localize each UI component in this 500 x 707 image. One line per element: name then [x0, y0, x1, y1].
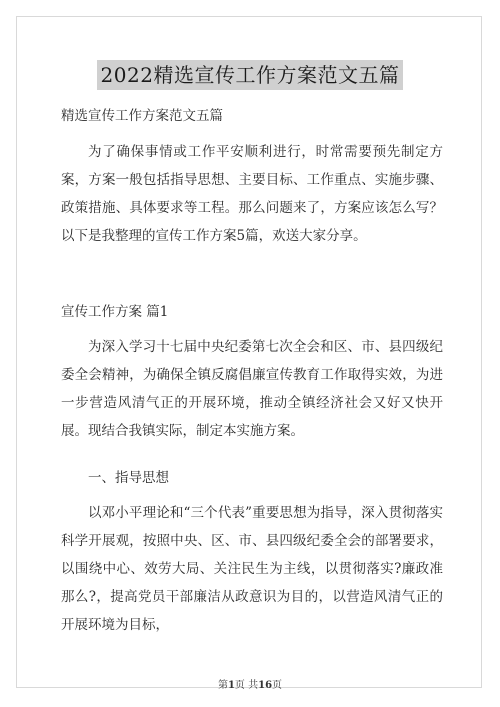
section-paragraph: 为深入学习十七届中央纪委第七次全会和区、市、县四级纪委全会精神，为确保全镇反腐倡廉宣传教育工作取得实效，为进一步营造风清气正的开展环境，推动全镇经济社会又好又快开展。现结合我镇实际，制定本实施方案。 — [61, 339, 443, 439]
heading-guiding-ideology: 一、指导思想 — [88, 470, 169, 486]
guiding-ideology-paragraph: 以邓小平理论和“三个代表”重要思想为指导，深入贯彻落实科学开展观，按照中央、区、市、县四级纪委全会的部署要求，以围绕中心、效劳大局、关注民生为主线，以贯彻落实?廉政准那么?，提高党员干部廉洁从政意识为目的，以营造风清气正的开展环境为目标， — [61, 505, 443, 633]
intro-paragraph: 为了确保事情或工作平安顺利进行，时常需要预先制定方案，方案一般包括指导思想、主要目标、工作重点、实施步骤、政策措施、具体要求等工程。那么问题来了，方案应该怎么写？以下是我整理的宣传工作方案5篇，欢送大家分享。 — [61, 144, 443, 244]
document-subtitle: 精选宣传工作方案范文五篇 — [61, 108, 223, 124]
footer-page-total: 16 — [258, 680, 273, 691]
footer-page-prefix: 第 — [217, 680, 228, 691]
page-footer — [0, 676, 500, 691]
footer-page-mid: 页 共 — [234, 680, 259, 691]
footer-page-suffix: 页 — [272, 680, 283, 691]
section-title: 宣传工作方案 篇1 — [61, 304, 169, 320]
document-title: 2022精选宣传工作方案范文五篇 — [97, 60, 404, 90]
footer-page-current: 1 — [227, 680, 235, 691]
title-container — [0, 60, 500, 90]
